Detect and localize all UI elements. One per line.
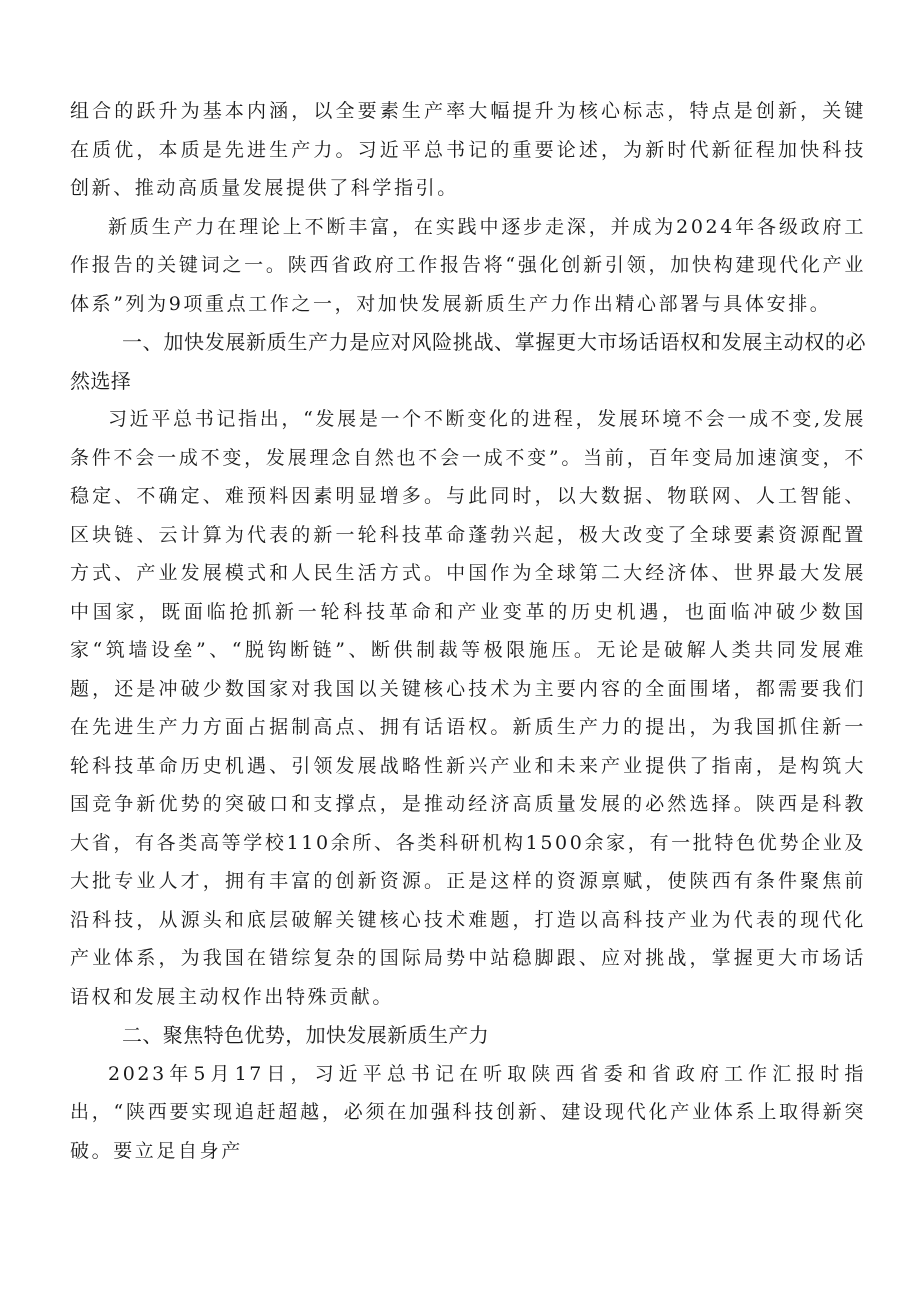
section-heading-1: 一、加快发展新质生产力是应对风险挑战、掌握更大市场话语权和发展主动权的必然选择 xyxy=(70,330,866,393)
section-heading-2: 二、聚焦特色优势，加快发展新质生产力 xyxy=(122,1023,490,1047)
paragraph-section-1-body: 习近平总书记指出，“发展是一个不断变化的进程，发展环境不会一成不变,发展条件不会一成不变，发展理念自然也不会一成不变”。当前，百年变局加速演变，不稳定、不确定、难预料因素明显增多。与此同时，以大数据、物联网、人工智能、区块链、云计算为代表的新一轮科技革命蓬勃兴起，极大改变了全球要素资源配置方式、产业发展模式和人民生活方式。中国作为全球第二大经济体、世界最大发展中国家，既面临抢抓新一轮科技革命和产业变革的历史机遇，也面临冲破少数国家“筑墙设垒”、“脱钩断链”、断供制裁等极限施压。无论是破解人类共同发展难题，还是冲破少数国家对我国以关键核心技术为主要内容的全面围堵，都需要我们在先进生产力方面占据制高点、拥有话语权。新质生产力的提出，为我国抓住新一轮科技革命历史机遇、引领发展战略性新兴产业和未来产业提供了指南，是构筑大国竞争新优势的突破口和支撑点，是推动经济高质量发展的必然选择。陕西是科教大省，有各类高等学校110余所、各类科研机构1500余家，有一批特色优势企业及大批专业人才，拥有丰富的创新资源。正是这样的资源禀赋，使陕西有条件聚焦前沿科技，从源头和底层破解关键核心技术难题，打造以高科技产业为代表的现代化产业体系，为我国在错综复杂的国际局势中站稳脚跟、应对挑战，掌握更大市场话语权和发展主动权作出特殊贡献。 xyxy=(70,408,866,1008)
paragraph-section-2-body: 2023年5月17日，习近平总书记在听取陕西省委和省政府工作汇报时指出，“陕西要实现追赶超越，必须在加强科技创新、建设现代化产业体系上取得新突破。要立足自身产 xyxy=(70,1062,866,1162)
paragraph-continued-intro: 组合的跃升为基本内涵，以全要素生产率大幅提升为核心标志，特点是创新，关键在质优，本质是先进生产力。习近平总书记的重要论述，为新时代新征程加快科技创新、推动高质量发展提供了科学指引。 xyxy=(70,100,866,199)
paragraph-new-productivity-report: 新质生产力在理论上不断丰富，在实践中逐步走深，并成为2024年各级政府工作报告的关键词之一。陕西省政府工作报告将“强化创新引领，加快构建现代化产业体系”列为9项重点工作之一，对加快发展新质生产力作出精心部署与具体安排。 xyxy=(70,215,866,315)
